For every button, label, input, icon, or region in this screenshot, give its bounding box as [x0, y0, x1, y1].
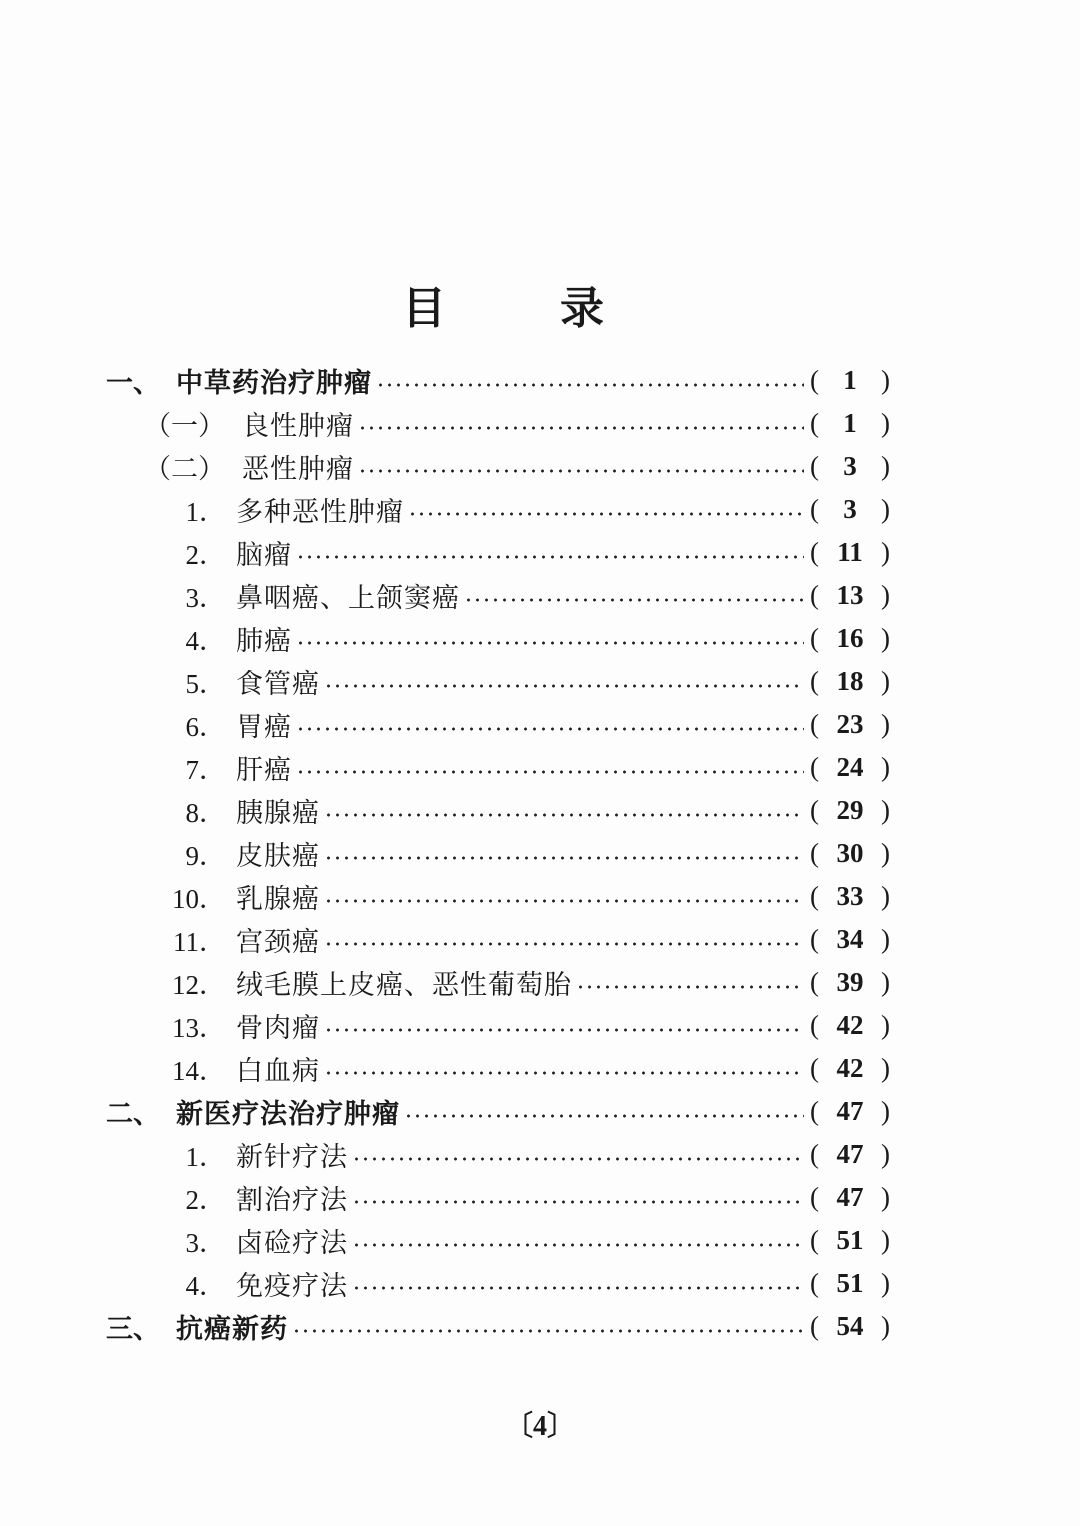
paren-close: ): [881, 794, 890, 825]
toc-entry-title: 皮肤癌: [236, 840, 320, 872]
paren-close: ): [881, 536, 890, 567]
toc-page-reference: [810, 838, 890, 869]
toc-page-reference: [810, 1139, 890, 1170]
toc-entry[interactable]: [166, 618, 890, 658]
toc-entry-title: 卤硷疗法: [236, 1227, 348, 1259]
dot-leader: [576, 985, 804, 989]
paren-open: (: [810, 794, 819, 825]
toc-entry-title: 割治疗法: [236, 1184, 348, 1216]
paren-open: (: [810, 837, 819, 868]
toc-entry-title: 胰腺癌: [236, 797, 320, 829]
dot-leader: [296, 727, 804, 731]
paren-close: ): [881, 1181, 890, 1212]
toc-page-reference: [810, 752, 890, 783]
toc-entry-number: 10．: [172, 883, 226, 914]
toc-entry[interactable]: [166, 747, 890, 787]
toc-page-number: 29: [836, 794, 864, 825]
toc-entry[interactable]: [106, 1306, 890, 1346]
toc-page-number: 1: [843, 407, 857, 438]
paren-open: (: [810, 579, 819, 610]
dot-leader: [292, 1329, 804, 1333]
toc-entry-number: （一）: [144, 410, 225, 441]
paren-open: (: [810, 1009, 819, 1040]
toc-page-number: 23: [836, 708, 864, 739]
dot-leader: [352, 1157, 804, 1161]
toc-entry-number: 4．: [185, 1270, 226, 1301]
toc-page-number: 18: [836, 665, 864, 696]
dot-leader: [296, 770, 804, 774]
paren-open: (: [810, 450, 819, 481]
paren-open: (: [810, 622, 819, 653]
toc-page-number: 51: [836, 1267, 864, 1298]
dot-leader: [324, 1028, 804, 1032]
dot-leader: [324, 899, 804, 903]
toc-entry[interactable]: [166, 919, 890, 959]
toc-page-reference: [810, 924, 890, 955]
toc-page-number: 30: [836, 837, 864, 868]
dot-leader: [324, 684, 804, 688]
toc-entry-number: 二、: [106, 1098, 160, 1129]
toc-page-number: 42: [836, 1009, 864, 1040]
paren-close: ): [881, 1095, 890, 1126]
toc-page-number: 42: [836, 1052, 864, 1083]
paren-open: (: [810, 751, 819, 782]
toc-entry-title: 胃癌: [236, 711, 292, 743]
paren-close: ): [881, 579, 890, 610]
toc-page-reference: [810, 1096, 890, 1127]
toc-entry-title: 乳腺癌: [236, 883, 320, 915]
toc-entry[interactable]: [166, 1134, 890, 1174]
toc-page-reference: [810, 795, 890, 826]
title-char-1: 目: [402, 283, 446, 334]
paren-open: (: [810, 1095, 819, 1126]
toc-entry-title: 肺癌: [236, 625, 292, 657]
toc-entry[interactable]: [166, 962, 890, 1002]
toc-entry[interactable]: [166, 876, 890, 916]
toc-page-reference: [810, 580, 890, 611]
toc-entry-title: 多种恶性肿瘤: [236, 496, 404, 528]
toc-entry-number: 1．: [185, 1141, 226, 1172]
toc-page-number: 47: [836, 1095, 864, 1126]
toc-entry-number: 7．: [185, 754, 226, 785]
toc-entry-title: 脑瘤: [236, 539, 292, 571]
dot-leader: [324, 813, 804, 817]
dot-leader: [296, 641, 804, 645]
toc-page-number: 54: [836, 1310, 864, 1341]
toc-entry-title: 白血病: [236, 1055, 320, 1087]
paren-close: ): [881, 1310, 890, 1341]
paren-open: (: [810, 1052, 819, 1083]
paren-close: ): [881, 1224, 890, 1255]
toc-page-reference: [810, 537, 890, 568]
toc-entry-number: 一、: [106, 367, 160, 398]
toc-page-reference: [810, 1268, 890, 1299]
toc-entry-title: 恶性肿瘤: [242, 453, 354, 485]
toc-entry[interactable]: [106, 1091, 890, 1131]
toc-page-reference: [810, 666, 890, 697]
toc-page-number: 1: [843, 364, 857, 395]
toc-page-number: 24: [836, 751, 864, 782]
paren-close: ): [881, 966, 890, 997]
toc-entry-title: 绒毛膜上皮癌、恶性葡萄胎: [236, 969, 572, 1001]
paren-close: ): [881, 450, 890, 481]
toc-entry[interactable]: [166, 1177, 890, 1217]
paren-close: ): [881, 880, 890, 911]
paren-close: ): [881, 622, 890, 653]
paren-open: (: [810, 880, 819, 911]
paren-close: ): [881, 708, 890, 739]
paren-open: (: [810, 493, 819, 524]
toc-entry-title: 新针疗法: [236, 1141, 348, 1173]
title-char-2: 录: [560, 283, 604, 334]
toc-entry[interactable]: [144, 403, 890, 443]
paren-close: ): [881, 1267, 890, 1298]
dot-leader: [358, 426, 804, 430]
paren-open: (: [810, 1224, 819, 1255]
toc-page-reference: [810, 881, 890, 912]
toc-entry-title: 鼻咽癌、上颌窦癌: [236, 582, 460, 614]
toc-page-number: 11: [837, 536, 863, 567]
toc-entry[interactable]: [166, 575, 890, 615]
paren-open: (: [810, 966, 819, 997]
paren-close: ): [881, 364, 890, 395]
paren-open: (: [810, 1181, 819, 1212]
toc-entry-number: 2．: [185, 539, 226, 570]
toc-entry-number: 三、: [106, 1313, 160, 1344]
toc-page-reference: [810, 1053, 890, 1084]
toc-entry-title: 宫颈癌: [236, 926, 320, 958]
toc-page-number: 39: [836, 966, 864, 997]
toc-entry-title: 新医疗法治疗肿瘤: [176, 1098, 400, 1130]
toc-entry-number: 2．: [185, 1184, 226, 1215]
dot-leader: [358, 469, 804, 473]
toc-entry-number: （二）: [144, 453, 225, 484]
paren-open: (: [810, 923, 819, 954]
toc-entry-number: 5．: [185, 668, 226, 699]
page-number: 〔4〕: [504, 1411, 575, 1442]
dot-leader: [352, 1286, 804, 1290]
toc-entry[interactable]: [166, 1263, 890, 1303]
toc-entry[interactable]: [166, 661, 890, 701]
toc-page-reference: [810, 408, 890, 439]
paren-open: (: [810, 708, 819, 739]
toc-page-reference: [810, 1010, 890, 1041]
toc-page-reference: [810, 1182, 890, 1213]
dot-leader: [296, 555, 804, 559]
toc-page-number: 47: [836, 1181, 864, 1212]
toc-page-reference: [810, 709, 890, 740]
toc-entry-title: 抗癌新药: [176, 1313, 288, 1345]
paren-open: (: [810, 536, 819, 567]
paren-close: ): [881, 923, 890, 954]
dot-leader: [352, 1243, 804, 1247]
toc-page-reference: [810, 1225, 890, 1256]
dot-leader: [408, 512, 804, 516]
dot-leader: [324, 1071, 804, 1075]
toc-entry[interactable]: [166, 1220, 890, 1260]
toc-entry-title: 骨肉瘤: [236, 1012, 320, 1044]
toc-page-reference: [810, 1311, 890, 1342]
toc-page-reference: [810, 967, 890, 998]
toc-entry-number: 6．: [185, 711, 226, 742]
toc-entry[interactable]: [166, 833, 890, 873]
dot-leader: [324, 942, 804, 946]
toc-page-reference: [810, 365, 890, 396]
toc-entry-number: 12．: [172, 969, 226, 1000]
dot-leader: [352, 1200, 804, 1204]
paren-open: (: [810, 364, 819, 395]
toc-entry[interactable]: [166, 790, 890, 830]
toc-page-number: 3: [843, 450, 857, 481]
toc-page-number: 16: [836, 622, 864, 653]
toc-page-number: 33: [836, 880, 864, 911]
toc-entry-number: 1．: [185, 496, 226, 527]
toc-entry-number: 4．: [185, 625, 226, 656]
toc-entry-number: 3．: [185, 1227, 226, 1258]
toc-entry-number: 3．: [185, 582, 226, 613]
paren-open: (: [810, 1310, 819, 1341]
dot-leader: [376, 383, 804, 387]
toc-entry-number: 8．: [185, 797, 226, 828]
paren-close: ): [881, 751, 890, 782]
toc-entry[interactable]: [106, 360, 890, 400]
toc-entry[interactable]: [166, 704, 890, 744]
paren-close: ): [881, 407, 890, 438]
toc-entry[interactable]: [166, 489, 890, 529]
dot-leader: [324, 856, 804, 860]
paren-open: (: [810, 1267, 819, 1298]
paren-close: ): [881, 493, 890, 524]
toc-entry-title: 良性肿瘤: [242, 410, 354, 442]
dot-leader: [404, 1114, 804, 1118]
toc-entry-title: 食管癌: [236, 668, 320, 700]
toc-entry-number: 9．: [185, 840, 226, 871]
toc-page-number: 3: [843, 493, 857, 524]
toc-page-number: 13: [836, 579, 864, 610]
toc-entry-title: 免疫疗法: [236, 1270, 348, 1302]
toc-entry[interactable]: [144, 446, 890, 486]
paren-close: ): [881, 1052, 890, 1083]
toc-page-reference: [810, 623, 890, 654]
toc-page-number: 47: [836, 1138, 864, 1169]
toc-entry[interactable]: [166, 1048, 890, 1088]
paren-close: ): [881, 1138, 890, 1169]
toc-entry-title: 肝癌: [236, 754, 292, 786]
paren-close: ): [881, 837, 890, 868]
toc-entry[interactable]: [166, 1005, 890, 1045]
paren-open: (: [810, 665, 819, 696]
toc-page-number: 51: [836, 1224, 864, 1255]
toc-entry-title: 中草药治疗肿瘤: [176, 367, 372, 399]
toc-page-reference: [810, 451, 890, 482]
toc-entry-number: 13．: [172, 1012, 226, 1043]
paren-close: ): [881, 665, 890, 696]
paren-open: (: [810, 1138, 819, 1169]
toc-entry-number: 14．: [172, 1055, 226, 1086]
toc-entry-number: 11．: [173, 926, 226, 957]
toc-page-number: 34: [836, 923, 864, 954]
paren-open: (: [810, 407, 819, 438]
paren-close: ): [881, 1009, 890, 1040]
toc-entry[interactable]: [166, 532, 890, 572]
toc-page-reference: [810, 494, 890, 525]
dot-leader: [464, 598, 804, 602]
